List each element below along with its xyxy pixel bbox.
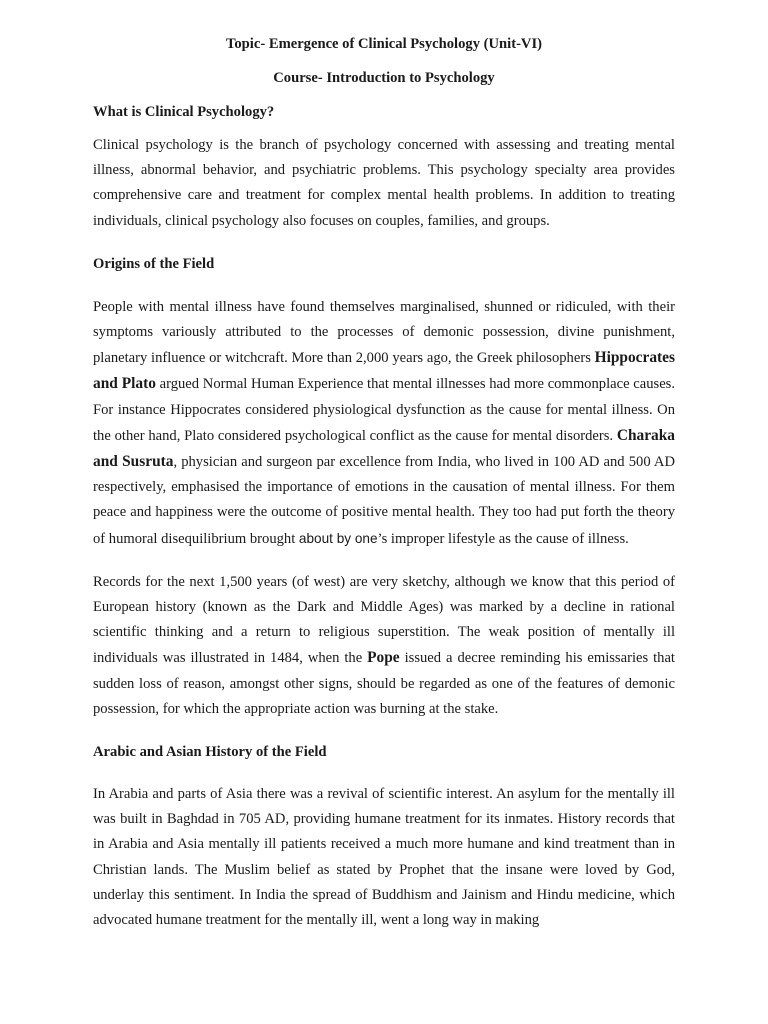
charaka-and-susruta-name: Charaka and Susruta [93,426,675,471]
document-course-title: Course- Introduction to Psychology [273,70,495,86]
origins-text-part-1: People with mental illness have found themselves marginalised, shunned or ridiculed, with their symptoms variously attributed to the processes of demonic possession, divine punishment, planetary influence or witchcraft. More than 2,000 years ago, the Greek philosophers [93,298,675,367]
origins-text-part-5: ’s improper lifestyle as the cause of illness. [377,530,629,547]
origins-text-part-3: , physician and surgeon par excellence from India, who lived in 100 AD and 500 AD respectively, emphasised the importance of emotions in the causation of mental illness. For them peace and happiness were the outcome of positive mental health. They too had put forth the theory of humoral disequilibrium brought [93,454,675,547]
paragraph-origins-history [93,295,675,552]
origins-text-part-4: about by one [298,530,378,546]
european-text-part-1: Records for the next 1,500 years (of west) are very sketchy, although we know that this period of European history (known as the Dark and Middle Ages) was marked by a decline in rational scientific thinking and a return to religious superstition. The weak position of mentally ill individuals was illustrated in 1484, when the [93,573,675,667]
origins-text-part-2: argued Normal Human Experience that mental illnesses had more commonplace causes. For instance Hippocrates considered physiological dysfunction as the cause for mental illness. On the other hand, Plato considered psychological conflict as the cause for mental disorders. [93,376,675,444]
european-text-part-2: issued a decree reminding his emissaries that sudden loss of reason, amongst other signs, should be regarded as one of the features of demonic possession, for which the appropriate action was burning at the stake. [93,650,675,717]
section-heading-what-is-clinical-psychology: What is Clinical Psychology? [93,104,275,120]
section-heading-origins-of-the-field: Origins of the Field [93,255,215,272]
paragraph-clinical-psychology-definition: Clinical psychology is the branch of psychology concerned with assessing and treating mental illness, abnormal behavior, and psychiatric problems. This psychology specialty area provides comprehensive care and treatment for complex mental health problems. In addition to treating individuals, clinical psychology also focuses on couples, families, and groups. [93,137,675,229]
document-page [93,30,675,933]
document-topic-title: Topic- Emergence of Clinical Psychology (Unit-VI) [225,36,543,52]
paragraph-arabic-asian-history: In Arabia and parts of Asia there was a revival of scientific interest. An asylum for the mentally ill was built in Baghdad in 705 AD, providing humane treatment for its inmates. History records that in Arabia and Asia mentally ill patients received a much more humane and kind treatment than in Christian lands. The Muslim belief as stated by Prophet that the insane were loved by God, underlay this sentiment. In India the spread of Buddhism and Jainism and Hindu medicine, which advocated humane treatment for the mentally ill, went a long way in making [93,786,675,929]
paragraph-european-dark-ages [93,570,675,722]
hippocrates-and-plato-name: Hippocrates and Plato [93,349,675,393]
pope-name: Pope [367,649,400,667]
section-heading-arabic-and-asian-history: Arabic and Asian History of the Field [93,744,327,761]
